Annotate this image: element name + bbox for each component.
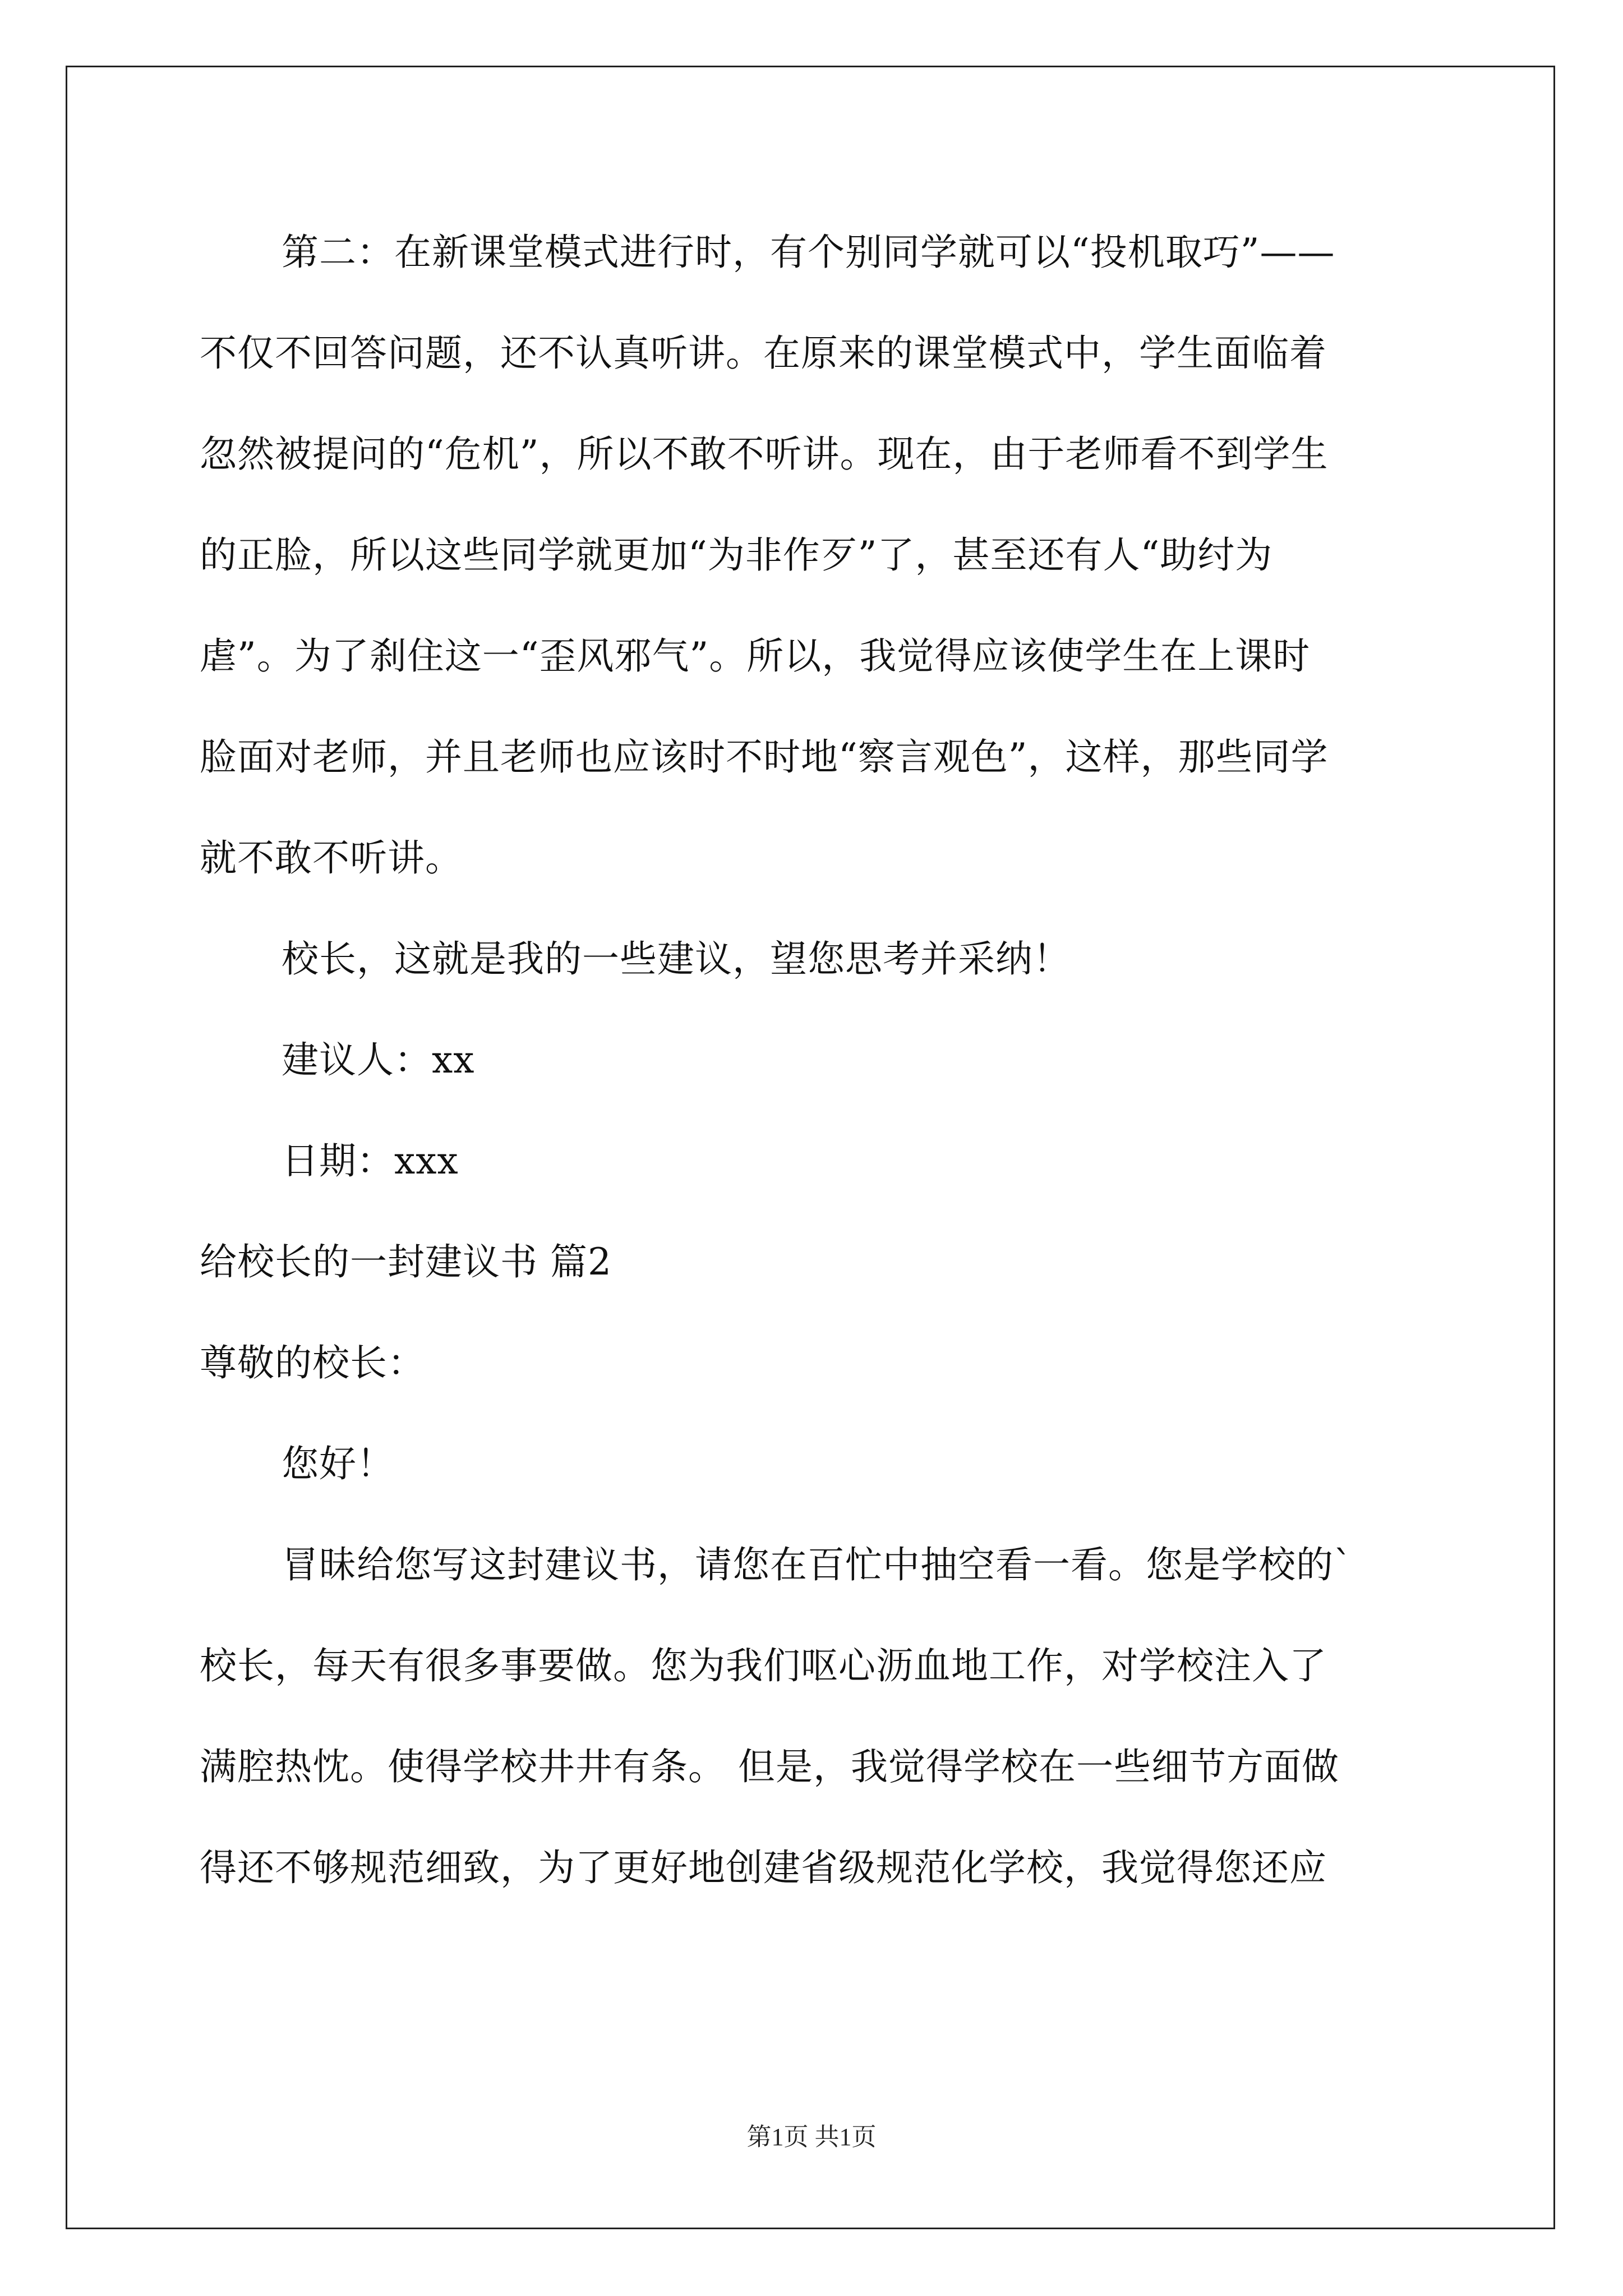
date-line: 日期：xxx: [282, 1139, 459, 1182]
paragraph-line: 的正脸，所以这些同学就更加“为非作歹”了，甚至还有人“助纣为: [200, 533, 1273, 577]
paragraph-line: 不仅不回答问题，还不认真听讲。在原来的课堂模式中，学生面临着: [200, 332, 1327, 375]
page-footer: 第1页 共1页: [746, 2123, 877, 2151]
section-heading: 给校长的一封建议书 篇2: [200, 1240, 612, 1283]
paragraph-line: 虐”。为了刹住这一“歪风邪气”。所以，我觉得应该使学生在上课时: [200, 634, 1311, 678]
paragraph-line: 冒昧给您写这封建议书，请您在百忙中抽空看一看。您是学校的`: [282, 1543, 1353, 1586]
paragraph-line: 就不敢不听讲。: [200, 836, 463, 880]
paragraph-line: 得还不够规范细致，为了更好地创建省级规范化学校，我觉得您还应: [200, 1846, 1327, 1889]
paragraph-line: 第二：在新课堂模式进行时，有个别同学就可以“投机取巧”——: [282, 231, 1335, 274]
paragraph-line: 满腔热忱。使得学校井井有条。 但是，我觉得学校在一些细节方面做: [200, 1745, 1339, 1788]
signature-line: 建议人：xx: [282, 1038, 475, 1082]
greeting: 您好！: [282, 1442, 394, 1485]
salutation: 尊敬的校长：: [200, 1341, 425, 1384]
paragraph-line: 忽然被提问的“危机”，所以不敢不听讲。现在，由于老师看不到学生: [200, 432, 1329, 476]
paragraph-line: 脸面对老师，并且老师也应该时不时地“察言观色”，这样，那些同学: [200, 735, 1329, 779]
paragraph-line: 校长，这就是我的一些建议，望您思考并采纳！: [282, 937, 1071, 981]
paragraph-line: 校长，每天有很多事要做。您为我们呕心沥血地工作，对学校注入了: [200, 1644, 1327, 1687]
